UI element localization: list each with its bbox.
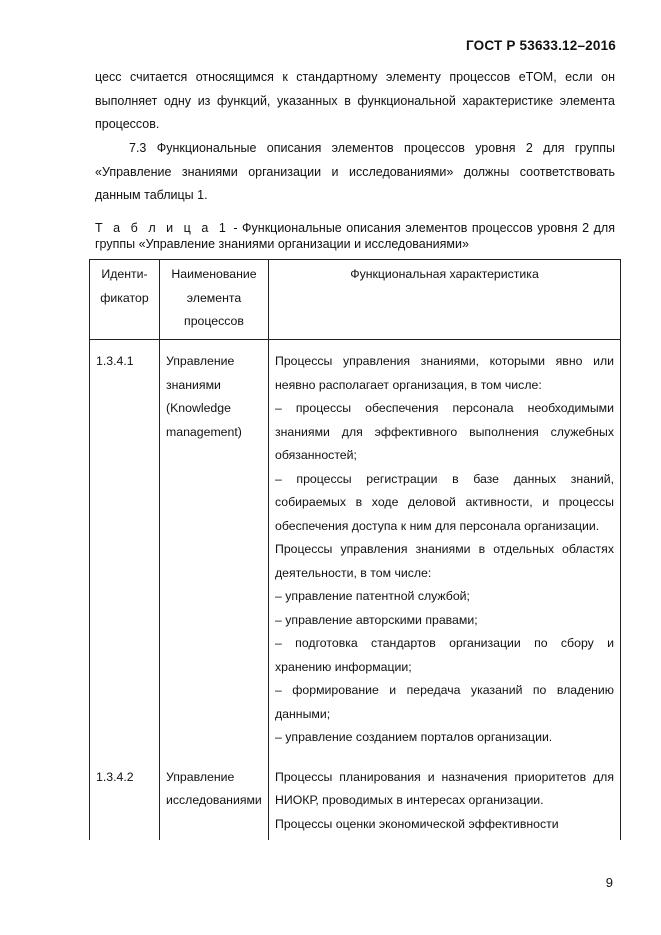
table-row [90, 340, 621, 754]
paragraph-1: цесс считается относящимся к стандартному элементу процессов eTOM, если он выполняет одну из функций, указанных в функциональной характеристике элемента процессов. [95, 70, 615, 131]
paragraph-2: 7.3 Функциональные описания элементов процессов уровня 2 для группы «Управление знаниями организации и исследованиями» должны соответствовать данным таблицы 1. [95, 141, 615, 202]
document-header: ГОСТ Р 53633.12–2016 [466, 38, 616, 53]
header-id: Иденти-фикатор [90, 260, 160, 340]
row-name: Управление знаниями (Knowledge management) [160, 340, 269, 754]
desc-line: – управление патентной службой; [275, 589, 470, 603]
desc-line: – процессы регистрации в базе данных знаний, собираемых в ходе деловой активности, и процессы обеспечения доступа к ним для персонала организации. [275, 471, 614, 533]
row-name: Управление исследованиями [160, 754, 269, 841]
desc-line: Процессы управления знаниями, которыми явно или неявно располагает организация, в том числе: [275, 354, 614, 392]
desc-line: – управление созданием порталов организации. [275, 730, 553, 744]
row-id: 1.3.4.1 [90, 340, 160, 754]
header-name: Наименование элемента процессов [160, 260, 269, 340]
desc-line: Процессы планирования и назначения приоритетов для НИОКР, проводимых в интересах организации. [275, 769, 614, 807]
table-header-row [90, 260, 621, 340]
desc-line: Процессы оценки экономической эффективности [275, 816, 559, 831]
row-desc [269, 754, 621, 841]
desc-line: – процессы обеспечения персонала необходимыми знаниями для эффективного выполнения служебных обязанностей; [275, 401, 614, 462]
desc-line: – подготовка стандартов организации по сбору и хранению информации; [275, 636, 614, 674]
functional-description-table [89, 259, 621, 840]
page-number: 9 [605, 875, 613, 890]
table-caption [95, 220, 615, 252]
row-desc [269, 340, 621, 754]
header-desc: Функциональная характеристика [269, 260, 621, 340]
row-id: 1.3.4.2 [90, 754, 160, 841]
desc-line: – управление авторскими правами; [275, 612, 478, 627]
table-row [90, 754, 621, 841]
desc-line: Процессы управления знаниями в отдельных областях деятельности, в том числе: [275, 542, 614, 580]
desc-line: – формирование и передача указаний по владению данными; [275, 683, 614, 721]
table-caption-label: Т а б л и ц а 1 [95, 221, 229, 235]
table-caption-text: - Функциональные описания элементов процессов уровня 2 для группы «Управление знаниями организации и исследованиями» [95, 221, 615, 251]
